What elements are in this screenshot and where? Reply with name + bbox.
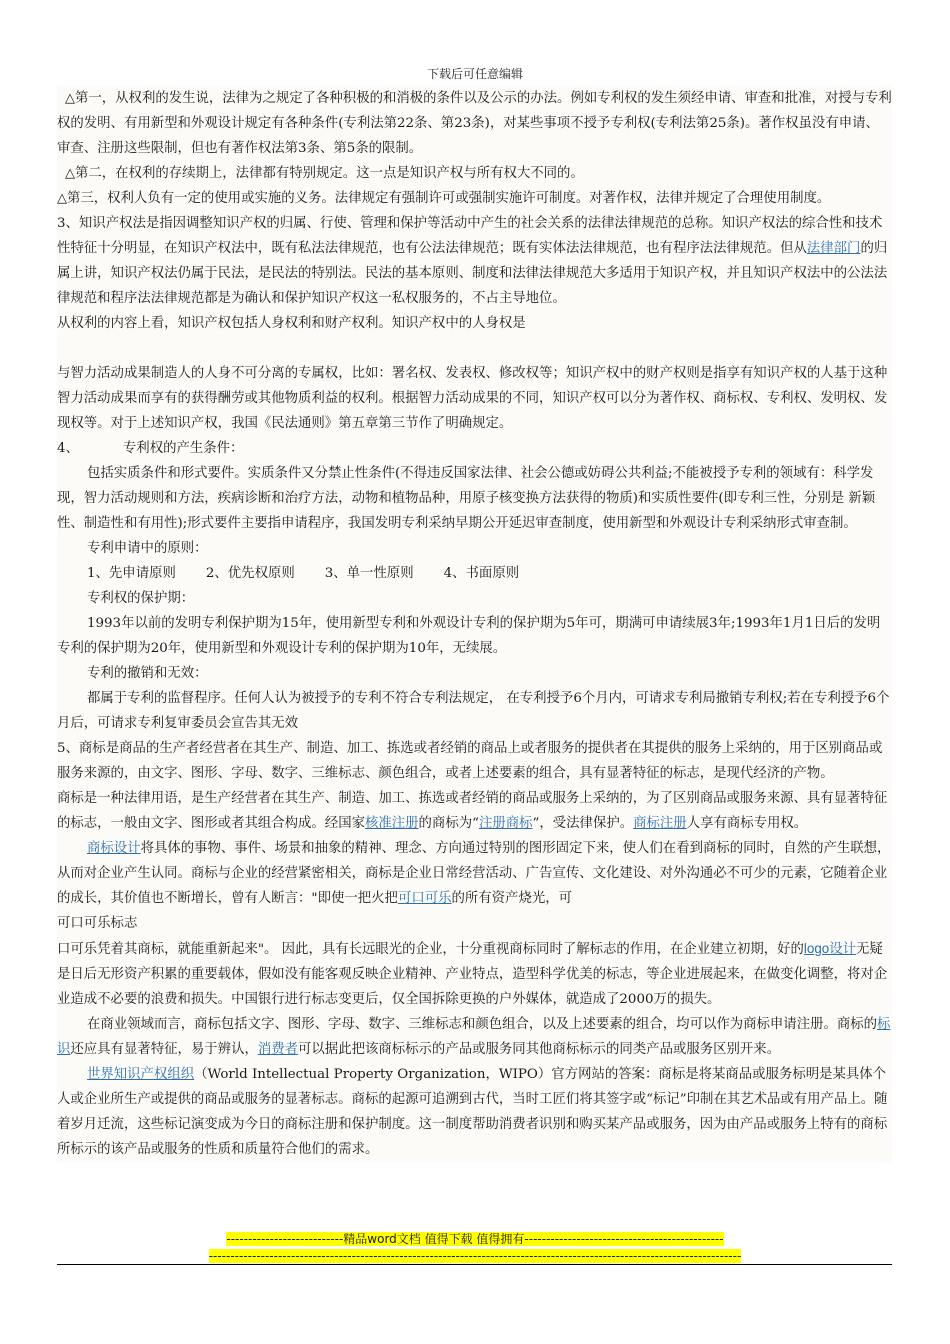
link-coca-cola[interactable]: 可口可乐	[397, 891, 452, 906]
paragraph-first: △第一，从权利的发生说，法律为之规定了各种积极的和消极的条件以及公示的办法。例如专利权的发生须经申请、审查和批准，对授与专利权的发明、有用新型和外观设计规定有各种条件(专利法第22条、第23条)，对某些事项不授予专利权(专利法第25条)。著作权虽没有申请、审查、注册这些限制，但也有著作权法第3条、第5条的限制。	[57, 91, 892, 156]
principle-item: 2、优先权原则	[205, 566, 295, 581]
blank-line	[57, 336, 892, 361]
triangle-bullet-icon: △	[65, 91, 75, 106]
heading-revocation: 专利的撤销和无效：	[87, 666, 208, 681]
paragraph-third: △第三，权利人负有一定的使用或实施的义务。法律规定有强制许可或强制实施许可制度。对著作权，法律并规定了合理使用制度。	[57, 191, 831, 206]
heading-patent-conditions: 4、 专利权的产生条件：	[57, 441, 244, 456]
paragraph-ip-law: 3、知识产权法是指因调整知识产权的归属、行使、管理和保护等活动中产生的社会关系的法律法律规范的总称。知识产权法的综合性和技术性特征十分明显，在知识产权法中，既有私法法律规范，也有公法法律规范；既有实体法法律规范，也有程序法法律规范。但从法律部门的归属上讲，知识产权法仍属于民法，是民法的特别法。民法的基本原则、制度和法律法律规范大多适用于知识产权，并且知识产权法中的公法法律规范和程序法法律规范都是为确认和保护知识产权这一私权服务的，不占主导地位。	[57, 216, 888, 306]
triangle-bullet-icon: △	[65, 166, 75, 181]
paragraph-rights-content: 从权利的内容上看，知识产权包括人身权利和财产权利。知识产权中的人身权是	[57, 316, 526, 331]
principle-item: 1、先申请原则	[87, 566, 176, 581]
footer-line-1: ---------------------------精品word文档 值得下载 值得拥有----------------------------------------------	[226, 1232, 724, 1246]
footer-line-2: ---------------------------------------------------------------------------------------------------------------------------	[208, 1249, 742, 1263]
paragraph-protection-period: 1993年以前的发明专利保护期为15年，使用新型专利和外观设计专利的保护期为5年可，期满可申请续展3年;1993年1月1日后的发明专利的保护期为20年，使用新型和外观设计专利的保护期为10年，无续展。	[57, 616, 881, 656]
paragraph-commercial-field: 在商业领域而言，商标包括文字、图形、字母、数字、三维标志和颜色组合，以及上述要素的组合，均可以作为商标申请注册。商标的标识还应具有显著特征，易于辨认，消费者可以据此把该商标标示的产品或服务同其他商标标示的同类产品或服务区别开来。	[57, 1017, 891, 1057]
page-header: 下载后可任意编辑	[426, 67, 523, 81]
document-body	[57, 86, 892, 1162]
heading-protection-period: 专利权的保护期：	[87, 591, 195, 606]
link-wipo[interactable]: 世界知识产权组织	[87, 1067, 195, 1082]
paragraph-wipo: 世界知识产权组织（World Intellectual Property Organization，WIPO）官方网站的答案：商标是将某商品或服务标明是某具体个人或企业所生产或提供的商品或服务的显著标志。商标的起源可追溯到古代，当时工匠们将其签字或“标记”印制在其艺术品或有用产品上。随着岁月迁流，这些标记演变成为今日的商标注册和保护制度。这一制度帮助消费者识别和购买某产品或服务，因为由产品或服务上特有的商标所标示的该产品或服务的性质和质量符合他们的需求。	[57, 1067, 888, 1157]
footer-rule	[57, 1264, 892, 1265]
image-caption-coca-cola: 可口可乐标志	[57, 916, 138, 931]
triangle-bullet-icon: △	[57, 191, 67, 206]
heading-application-principles: 专利申请中的原则：	[87, 541, 208, 556]
link-legal-department[interactable]: 法律部门	[806, 241, 861, 256]
link-trademark-registration[interactable]: 商标注册	[633, 816, 687, 831]
link-logo-design[interactable]: logo设计	[803, 941, 857, 956]
paragraph-trademark-definition: 5、商标是商品的生产者经营者在其生产、制造、加工、拣选或者经销的商品上或者服务的提供者在其提供的服务上采纳的，用于区别商品或服务来源的，由文字、图形、字母、数字、三维标志、颜色组合，或者上述要素的组合，具有显著特征的标志，是现代经济的产物。	[57, 741, 883, 781]
paragraph-patent-conditions: 包括实质条件和形式要件。实质条件又分禁止性条件(不得违反国家法律、社会公德或妨碍公共利益;不能被授予专利的领域有：科学发现，智力活动规则和方法，疾病诊断和治疗方法，动物和植物品种，用原子核变换方法获得的物质)和实质性要件(即专利三性，分别是 新颖性、制造性和有用性);形式要件主要指申请程序，我国发明专利采纳早期公开延迟审查制度，使用新型和外观设计专利采纳形式审查制。	[57, 466, 876, 531]
paragraph-personal-rights: 与智力活动成果制造人的人身不可分离的专属权，比如：署名权、发表权、修改权等；知识产权中的财产权则是指享有知识产权的人基于这种智力活动成果而享有的获得酬劳或其他物质利益的权利。根据智力活动成果的不同，知识产权可以分为著作权、商标权、专利权、发明权、发现权等。对于上述知识产权，我国《民法通则》第五章第三节作了明确规定。	[57, 366, 888, 431]
paragraph-trademark-design: 商标设计将具体的事物、事件、场景和抽象的精神、理念、方向通过特别的图形固定下来，使人们在看到商标的同时，自然的产生联想，从而对企业产生认同。商标与企业的经营紧密相关，商标是企业日常经营活动、广告宣传、文化建设、对外沟通必不可少的元素，它随着企业的成长，其价值也不断增长，曾有人断言："即使一把火把可口可乐的所有资产烧光，可	[57, 841, 891, 906]
link-consumer[interactable]: 消费者	[257, 1042, 299, 1057]
principles-list	[57, 561, 892, 586]
paragraph-revocation: 都属于专利的监督程序。任何人认为被授予的专利不符合专利法规定， 在专利授予6个月内，可请求专利局撤销专利权;若在专利授予6个月后，可请求专利复审委员会宣告其无效	[57, 691, 890, 731]
link-identification[interactable]: 标识	[57, 1017, 891, 1057]
principle-item: 4、书面原则	[443, 566, 520, 581]
footer-banner	[0, 1231, 950, 1265]
link-registered-trademark[interactable]: 注册商标	[478, 816, 533, 831]
link-trademark-design[interactable]: 商标设计	[87, 841, 141, 856]
paragraph-second: △第二，在权利的存续期上，法律都有特别规定。这一点是知识产权与所有权大不同的。	[65, 166, 584, 181]
paragraph-trademark-legal: 商标是一种法律用语，是生产经营者在其生产、制造、加工、拣选或者经销的商品或服务上采纳的，为了区别商品或服务来源、具有显著特征的标志，一般由文字、图形或者其组合构成。经国家核准注册的商标为“注册商标”，受法律保护。商标注册人享有商标专用权。	[57, 791, 888, 831]
link-approved-registration[interactable]: 核准注册	[364, 816, 419, 831]
paragraph-logo-design: 口可乐凭着其商标，就能重新起来"。 因此，具有长远眼光的企业，十分重视商标同时了解标志的作用，在企业建立初期，好的logo设计无疑是日后无形资产积累的重要载体，假如没有能客观反映企业精神、产业特点，造型科学优美的标志，等企业进展起来，在做变化调整，将对企业造成不必要的浪费和损失。中国银行进行标志变更后，仅全国拆除更换的户外媒体，就造成了2000万的损失。	[57, 941, 888, 1007]
principle-item: 3、单一性原则	[324, 566, 414, 581]
